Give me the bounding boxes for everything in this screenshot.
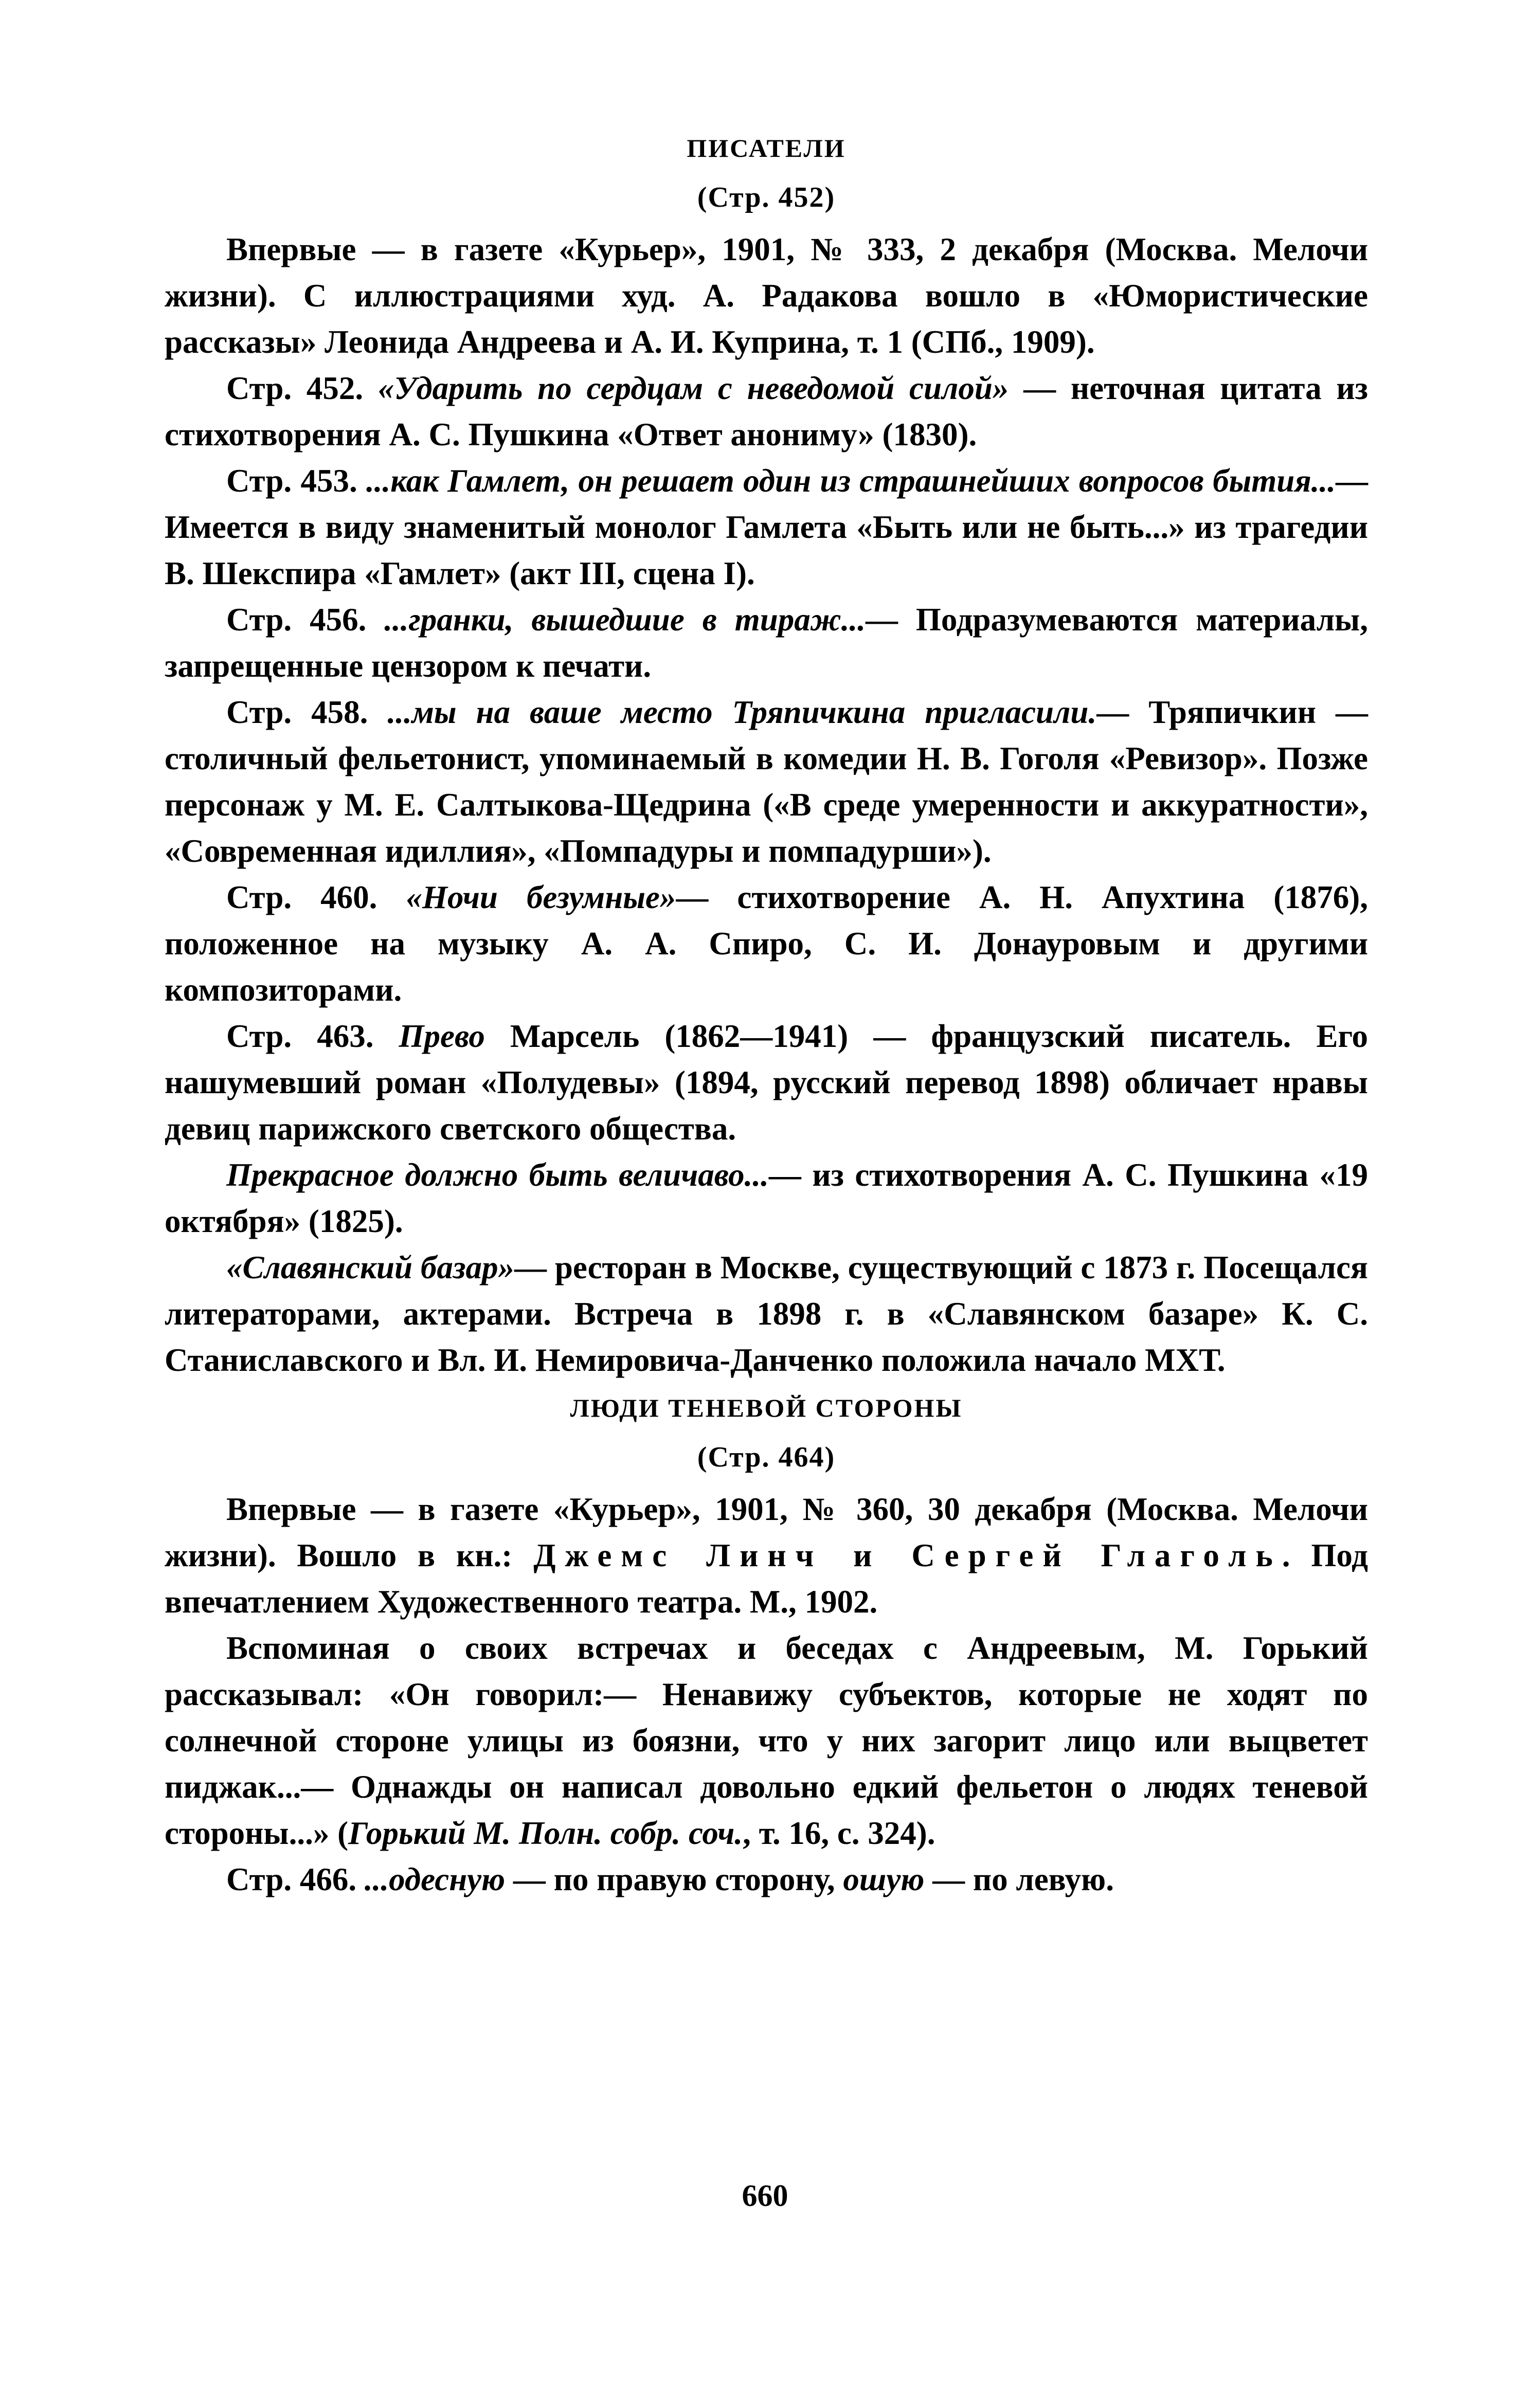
note-text: Стр. 456. bbox=[226, 602, 385, 638]
note-paragraph bbox=[165, 1625, 1368, 1856]
note-text: Впервые — в газете «Курьер», 1901, № 333, 2 декабря (Москва. Мелочи жизни). С иллюстрациями худ. А. Радакова вошло в «Юмористические рассказы» Леонида Андреева и А. И. Куприна, т. 1 (СПб., 1909). bbox=[165, 231, 1368, 360]
note-text: Марсель (1862—1941) — французский писатель. Его нашумевший роман «Полудевы» (1894, русский перевод 1898) обличает нравы девиц парижского светского общества. bbox=[165, 1018, 1368, 1147]
note-text: — по левую. bbox=[924, 1861, 1114, 1897]
note-paragraph bbox=[165, 226, 1368, 365]
note-paragraph bbox=[165, 365, 1368, 458]
note-text: — стихотворение А. Н. Апухтина (1876), положенное на музыку А. А. Спиро, С. И. Донауровым и другими композиторами. bbox=[165, 879, 1368, 1008]
italic-quote: «Ночи безумные» bbox=[406, 879, 676, 915]
note-text: Стр. 460. bbox=[226, 879, 406, 915]
note-paragraph bbox=[165, 458, 1368, 596]
italic-quote: ...одесную bbox=[364, 1861, 506, 1897]
note-text: — Подразумеваются материалы, запрещенные цензором к печати. bbox=[165, 602, 1368, 684]
section-page-ref-shadow-side-people: (Стр. 464) bbox=[697, 1441, 836, 1473]
note-text: Стр. 453. bbox=[226, 463, 366, 499]
note-text: — Тряпичкин — столичный фельетонист, упоминаемый в комедии Н. В. Гоголя «Ревизор». Позже персонаж у М. Е. Салтыкова-Щедрина («В среде умеренности и аккуратности», «Современная идиллия», «Помпадуры и помпадурши»). bbox=[165, 694, 1368, 869]
note-text: — Имеется в виду знаменитый монолог Гамлета «Быть или не быть...» из трагедии В. Шекспира «Гамлет» (акт III, сцена I). bbox=[165, 463, 1369, 591]
section-body-writers bbox=[165, 226, 1368, 1383]
note-text: — неточная цитата из стихотворения А. С. Пушкина «Ответ анониму» (1830). bbox=[165, 370, 1369, 452]
note-paragraph bbox=[165, 1244, 1368, 1383]
note-text: Стр. 466. bbox=[226, 1861, 365, 1897]
italic-quote: «Славянский базар» bbox=[226, 1250, 514, 1286]
italic-quote: ошую bbox=[843, 1861, 925, 1897]
note-text: Стр. 452. bbox=[226, 370, 378, 406]
section-page-ref-writers: (Стр. 452) bbox=[697, 182, 836, 213]
italic-quote: ...мы на ваше место Тряпичкина пригласили. bbox=[387, 694, 1097, 730]
italic-quote: Прево bbox=[399, 1018, 485, 1054]
section-title-writers: ПИСАТЕЛИ bbox=[687, 134, 846, 162]
note-paragraph bbox=[165, 689, 1368, 874]
note-text: Стр. 458. bbox=[226, 694, 388, 730]
note-text: , т. 16, с. 324). bbox=[743, 1815, 935, 1851]
note-text: Стр. 463. bbox=[226, 1018, 399, 1054]
note-text: . Под впечатлением Художественного театра. М., 1902. bbox=[165, 1537, 1368, 1620]
note-paragraph bbox=[165, 1013, 1368, 1152]
note-text: Впервые — в газете «Курьер», 1901, № 360, 30 декабря (Москва. Мелочи жизни). Вошло в кн.: bbox=[165, 1491, 1368, 1573]
note-paragraph bbox=[165, 1152, 1368, 1244]
note-text: Вспоминая о своих встречах и беседах с Андреевым, М. Горький рассказывал: «Он говорил:— Ненавижу субъектов, которые не ходят по солнечной стороне улицы из боязни, что у них загорит лицо или выцветет пиджак...— Однажды он написал довольно едкий фельетон о людях теневой стороны...» ( bbox=[165, 1630, 1368, 1851]
section-body-shadow-side-people bbox=[165, 1486, 1368, 1903]
italic-quote: Горький М. Полн. собр. соч. bbox=[348, 1815, 743, 1851]
note-text: — из стихотворения А. С. Пушкина «19 октября» (1825). bbox=[165, 1157, 1368, 1239]
section-title-shadow-side-people: ЛЮДИ ТЕНЕВОЙ СТОРОНЫ bbox=[570, 1393, 963, 1422]
italic-quote: ...как Гамлет, он решает один из страшнейших вопросов бытия... bbox=[366, 463, 1336, 499]
italic-quote: ...гранки, вышедшие в тираж... bbox=[384, 602, 866, 638]
note-paragraph bbox=[165, 874, 1368, 1013]
note-paragraph bbox=[165, 1486, 1368, 1625]
italic-quote: Прекрасное должно быть величаво... bbox=[226, 1157, 769, 1193]
note-paragraph bbox=[165, 596, 1368, 689]
page-number: 660 bbox=[742, 2179, 788, 2213]
note-text: — ресторан в Москве, существующий с 1873 г. Посещался литераторами, актерами. Встреча в 1898 г. в «Славянском базаре» К. С. Станиславского и Вл. И. Немировича-Данченко положила начало МХТ. bbox=[165, 1250, 1368, 1378]
document-page bbox=[165, 123, 1368, 2283]
note-paragraph bbox=[165, 1856, 1368, 1903]
spaced-author-names: Джемс Линч и Сергей Глаголь bbox=[533, 1537, 1282, 1573]
note-text: — по правую сторону, bbox=[505, 1861, 843, 1897]
italic-quote: «Ударить по сердцам с неведомой силой» bbox=[377, 370, 1009, 406]
